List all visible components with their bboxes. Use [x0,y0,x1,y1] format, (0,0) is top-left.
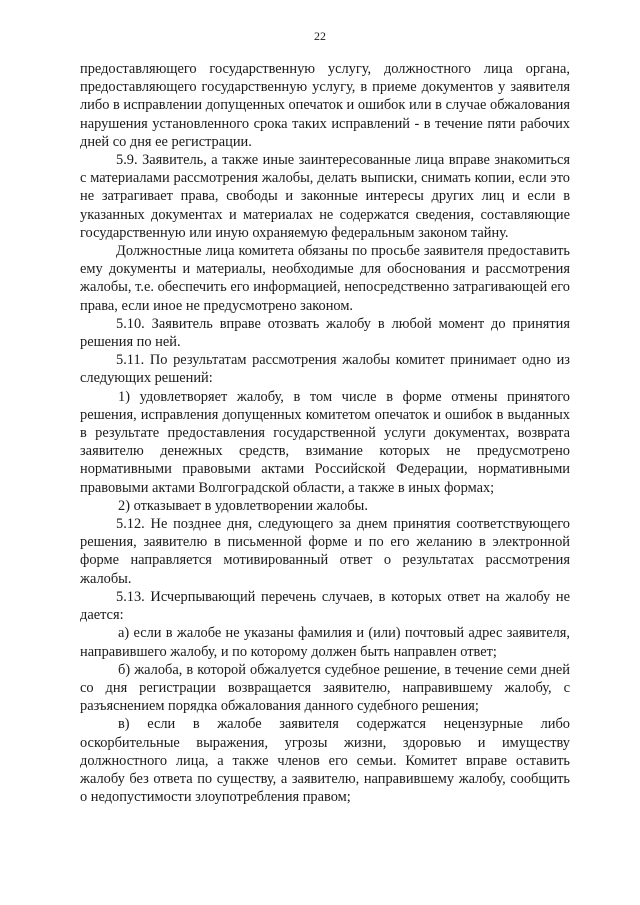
paragraph-5-9: 5.9. Заявитель, а также иные заинтересованные лица вправе знакомиться с материалами рассмотрения жалобы, делать выписки, снимать копии, если это не затрагивает права, свободы и законные интересы других лиц и если в указанных документах и материалах не содержатся сведения, составляющие государственную или иную охраняемую федеральным законом тайну. [80,152,570,241]
paragraph-continuation: предоставляющего государственную услугу, должностного лица органа, предоставляющего государственную услугу, в приеме документов у заявителя либо в исправлении допущенных опечаток и ошибок или в случае обжалования нарушения установленного срока таких исправлений - в течение пяти рабочих дней со дня ее регистрации. [80,61,570,150]
list-item-2: 2) отказывает в удовлетворении жалобы. [118,497,368,514]
paragraph-officials-duty: Должностные лица комитета обязаны по просьбе заявителя предоставить ему документы и материалы, необходимые для обоснования и рассмотрения жалобы, т.е. обеспечить его информацией, непосредственно затрагивающей его права, если иное не предусмотрено законом. [80,243,570,314]
document-body [80,60,570,806]
paragraph-5-11: 5.11. По результатам рассмотрения жалобы комитет принимает одно из следующих решений: [80,352,570,387]
list-item-1: 1) удовлетворяет жалобу, в том числе в форме отмены принятого решения, исправления допущенных комитетом опечаток и ошибок в выданных в результате предоставления государственной услуги документах, возврата заявителю денежных средств, взимание которых не предусмотрено нормативными правовыми актами Российской Федерации, нормативными правовыми актами Волгоградской области, а также в иных формах; [80,388,570,496]
list-item-v: в) если в жалобе заявителя содержатся нецензурные либо оскорбительные выражения, угрозы жизни, здоровью и имуществу должностного лица, а также членов его семьи. Комитет вправе оставить жалобу без ответа по существу, а заявителю, направившему жалобу, сообщить о недопустимости злоупотребления правом; [80,716,570,806]
paragraph-5-13: 5.13. Исчерпывающий перечень случаев, в которых ответ на жалобу не дается: [80,588,570,624]
paragraph-5-12: 5.12. Не позднее дня, следующего за днем принятия соответствующего решения, заявителю в письменной форме и по его желанию в электронной форме направляется мотивированный ответ о результатах рассмотрения жалобы. [80,516,570,587]
list-item-b: б) жалоба, в которой обжалуется судебное решение, в течение семи дней со дня регистрации возвращается заявителю, направившему жалобу, с разъяснением порядка обжалования данного судебного решения; [80,661,570,715]
paragraph-5-10: 5.10. Заявитель вправе отозвать жалобу в любой момент до принятия решения по ней. [80,315,570,351]
list-item-a: а) если в жалобе не указаны фамилия и (или) почтовый адрес заявителя, направившего жалобу, и по которому должен быть направлен ответ; [80,625,570,660]
page-number: 22 [314,29,326,43]
